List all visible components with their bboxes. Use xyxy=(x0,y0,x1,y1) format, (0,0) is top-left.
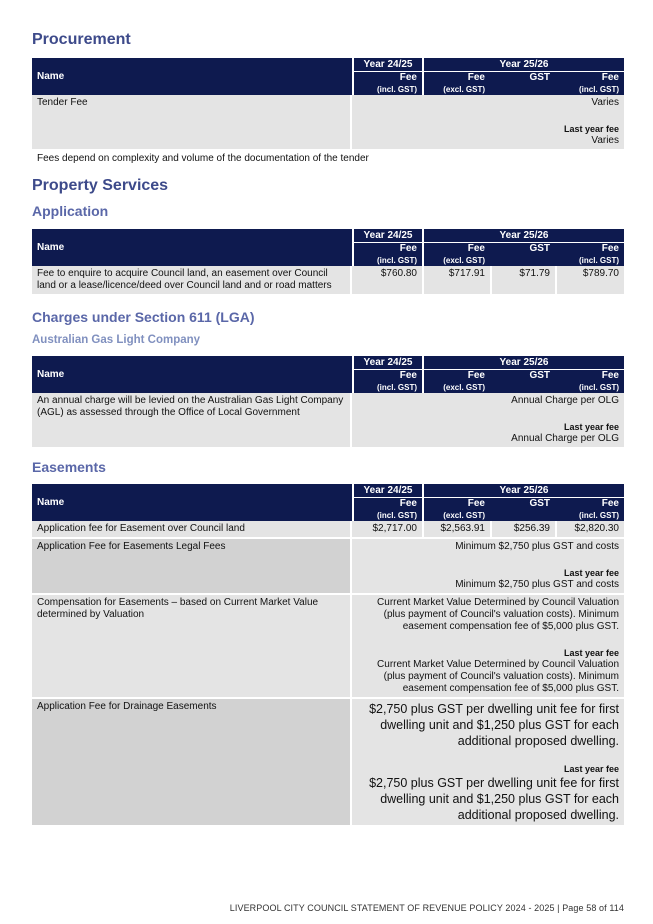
table-row xyxy=(32,266,624,294)
col-header-blank xyxy=(490,510,555,521)
col-header-fee: Fee xyxy=(422,243,490,255)
fee-value-block xyxy=(352,593,624,697)
fee-excl: $2,563.91 xyxy=(422,521,490,537)
table-row xyxy=(32,537,624,593)
col-header-fee: Fee xyxy=(352,243,422,255)
col-header-fee: Fee xyxy=(422,370,490,382)
col-header-name: Name xyxy=(32,58,352,95)
col-header-year-prev: Year 24/25 xyxy=(352,356,422,370)
fee-name: Application Fee for Drainage Easements xyxy=(32,697,352,825)
col-header-incl-gst: (incl. GST) xyxy=(352,255,422,266)
last-year-label: Last year fee xyxy=(563,568,619,578)
col-header-year-prev: Year 24/25 xyxy=(352,58,422,72)
easements-table xyxy=(32,484,624,825)
fee-value: Varies xyxy=(591,97,619,108)
col-header-incl-gst: (incl. GST) xyxy=(555,382,624,393)
col-header-name: Name xyxy=(32,356,352,393)
col-header-fee: Fee xyxy=(555,72,624,84)
section-title-agl: Australian Gas Light Company xyxy=(32,334,201,346)
col-header-gst: GST xyxy=(490,243,555,255)
col-header-fee: Fee xyxy=(352,370,422,382)
col-header-gst: GST xyxy=(490,72,555,84)
fee-value: Minimum $2,750 plus GST and costs xyxy=(455,541,619,552)
col-header-year-curr: Year 25/26 xyxy=(422,58,624,72)
col-header-fee: Fee xyxy=(352,72,422,84)
fee-prev-incl: $760.80 xyxy=(352,266,422,294)
fee-value: $2,750 plus GST per dwelling unit fee for first dwelling unit and $1,250 plus GST for each additional proposed dwelling. xyxy=(369,702,619,748)
col-header-excl-gst: (excl. GST) xyxy=(422,382,490,393)
section-title-easements: Easements xyxy=(32,459,106,475)
page-footer: LIVERPOOL CITY COUNCIL STATEMENT OF REVENUE POLICY 2024 - 2025 | Page 58 of 114 xyxy=(229,903,624,913)
application-table xyxy=(32,229,624,294)
fee-value-block xyxy=(352,537,624,593)
fee-value-block xyxy=(352,697,624,825)
table-note-row xyxy=(32,149,624,166)
col-header-year-curr: Year 25/26 xyxy=(422,356,624,370)
col-header-year-curr: Year 25/26 xyxy=(422,484,624,498)
table-row xyxy=(32,95,624,149)
last-year-value: Annual Charge per OLG xyxy=(511,433,619,444)
section-title-property-services: Property Services xyxy=(32,177,169,194)
col-header-excl-gst: (excl. GST) xyxy=(422,84,490,95)
fee-name: Application Fee for Easements Legal Fees xyxy=(32,537,352,593)
last-year-value: Minimum $2,750 plus GST and costs xyxy=(455,579,619,590)
fee-gst: $71.79 xyxy=(490,266,555,294)
fee-gst: $256.39 xyxy=(490,521,555,537)
fee-name: Fee to enquire to acquire Council land, an easement over Council land or a lease/licence/deed over Council land and or road matters xyxy=(32,266,352,294)
section-title-application: Application xyxy=(32,203,109,219)
col-header-incl-gst: (incl. GST) xyxy=(555,510,624,521)
table-row xyxy=(32,593,624,697)
fee-name: Application fee for Easement over Council land xyxy=(32,521,352,537)
last-year-value: Varies xyxy=(591,135,619,146)
last-year-label: Last year fee xyxy=(563,648,619,658)
col-header-incl-gst: (incl. GST) xyxy=(555,84,624,95)
last-year-value: $2,750 plus GST per dwelling unit fee for first dwelling unit and $1,250 plus GST for each additional proposed dwelling. xyxy=(369,776,619,822)
fee-value: Current Market Value Determined by Council Valuation (plus payment of Council's valuation costs). Minimum easement compensation fee of $5,000 plus GST. xyxy=(377,597,619,632)
last-year-label: Last year fee xyxy=(563,124,619,134)
table-row xyxy=(32,521,624,537)
col-header-excl-gst: (excl. GST) xyxy=(422,255,490,266)
fee-value: Annual Charge per OLG xyxy=(511,395,619,406)
col-header-blank xyxy=(490,84,555,95)
table-note: Fees depend on complexity and volume of the documentation of the tender xyxy=(32,149,624,166)
col-header-name: Name xyxy=(32,484,352,521)
col-header-year-curr: Year 25/26 xyxy=(422,229,624,243)
col-header-excl-gst: (excl. GST) xyxy=(422,510,490,521)
col-header-fee: Fee xyxy=(422,72,490,84)
fee-incl: $2,820.30 xyxy=(555,521,624,537)
col-header-year-prev: Year 24/25 xyxy=(352,484,422,498)
last-year-value: Current Market Value Determined by Council Valuation (plus payment of Council's valuation costs). Minimum easement compensation fee of $5,000 plus GST. xyxy=(377,659,619,694)
col-header-blank xyxy=(490,255,555,266)
col-header-incl-gst: (incl. GST) xyxy=(352,84,422,95)
col-header-name: Name xyxy=(32,229,352,266)
col-header-blank xyxy=(490,382,555,393)
fee-value-block xyxy=(352,95,624,149)
col-header-fee: Fee xyxy=(555,498,624,510)
table-row xyxy=(32,393,624,447)
last-year-label: Last year fee xyxy=(563,764,619,774)
col-header-fee: Fee xyxy=(422,498,490,510)
fee-prev-incl: $2,717.00 xyxy=(352,521,422,537)
col-header-gst: GST xyxy=(490,370,555,382)
col-header-incl-gst: (incl. GST) xyxy=(352,382,422,393)
fee-name: An annual charge will be levied on the Australian Gas Light Company (AGL) as assessed through the Office of Local Government xyxy=(32,393,352,447)
fee-excl: $717.91 xyxy=(422,266,490,294)
fee-name: Tender Fee xyxy=(32,95,352,149)
col-header-year-prev: Year 24/25 xyxy=(352,229,422,243)
fee-incl: $789.70 xyxy=(555,266,624,294)
last-year-label: Last year fee xyxy=(563,422,619,432)
fee-name: Compensation for Easements – based on Current Market Value determined by Valuation xyxy=(32,593,352,697)
agl-table xyxy=(32,356,624,447)
col-header-gst: GST xyxy=(490,498,555,510)
section-title-procurement: Procurement xyxy=(32,31,131,48)
col-header-incl-gst: (incl. GST) xyxy=(555,255,624,266)
section-title-section-611: Charges under Section 611 (LGA) xyxy=(32,309,255,325)
col-header-fee: Fee xyxy=(352,498,422,510)
col-header-incl-gst: (incl. GST) xyxy=(352,510,422,521)
procurement-table xyxy=(32,58,624,166)
table-row xyxy=(32,697,624,825)
col-header-fee: Fee xyxy=(555,243,624,255)
fee-value-block xyxy=(352,393,624,447)
col-header-fee: Fee xyxy=(555,370,624,382)
